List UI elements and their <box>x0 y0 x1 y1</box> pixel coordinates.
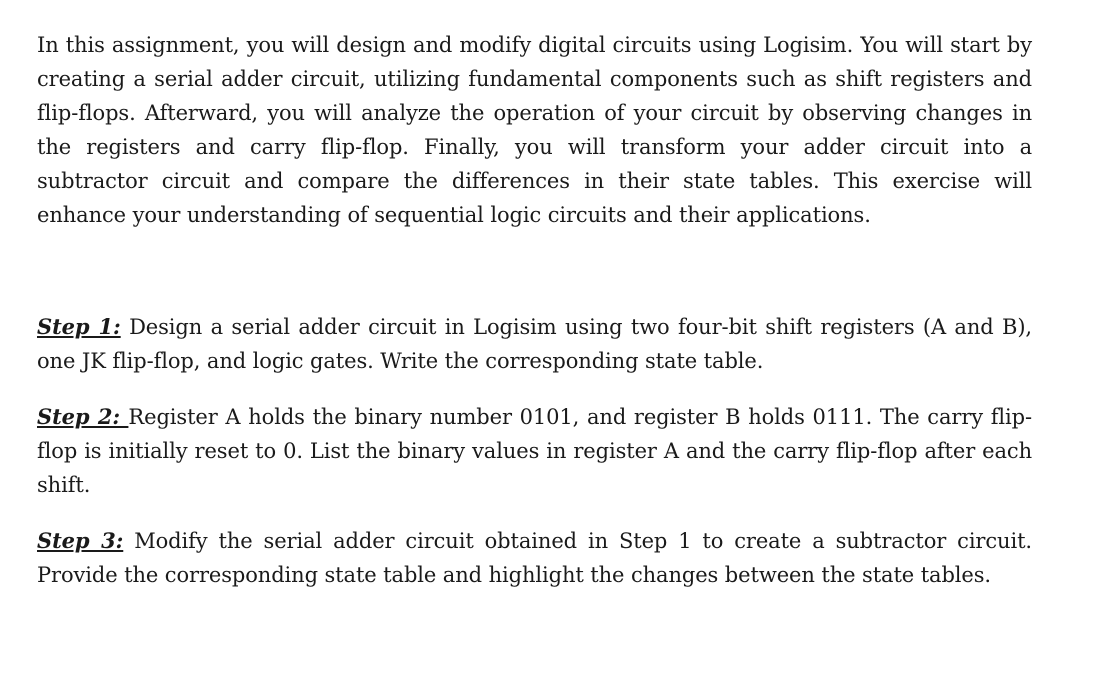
step-1-paragraph <box>37 310 1032 378</box>
step-1-label: Step 1: <box>37 314 121 339</box>
step-2-text: Register A holds the binary number 0101, and register B holds 0111. The carry flip-flop is initially reset to 0. List the binary values in register A and the carry flip-flop after each shift. <box>37 405 1032 497</box>
intro-paragraph: In this assignment, you will design and modify digital circuits using Logisim. You will start by creating a serial adder circuit, utilizing fundamental components such as shift registers and flip-flops. Afterward, you will analyze the operation of your circuit by observing changes in the registers and carry flip-flop. Finally, you will transform your adder circuit into a subtractor circuit and compare the differences in their state tables. This exercise will enhance your understanding of sequential logic circuits and their applications. <box>37 33 1032 227</box>
step-2-label: Step 2: <box>37 404 129 429</box>
step-3-paragraph <box>37 524 1032 592</box>
step-3-text: Modify the serial adder circuit obtained in Step 1 to create a subtractor circuit. Provide the corresponding state table and highlight the changes between the state tables. <box>37 529 1032 587</box>
step-2-paragraph <box>37 400 1032 502</box>
assignment-document <box>37 28 1032 614</box>
step-3-label: Step 3: <box>37 528 124 553</box>
step-1-text: Design a serial adder circuit in Logisim using two four-bit shift registers (A and B), one JK flip-flop, and logic gates. Write the corresponding state table. <box>37 315 1032 373</box>
